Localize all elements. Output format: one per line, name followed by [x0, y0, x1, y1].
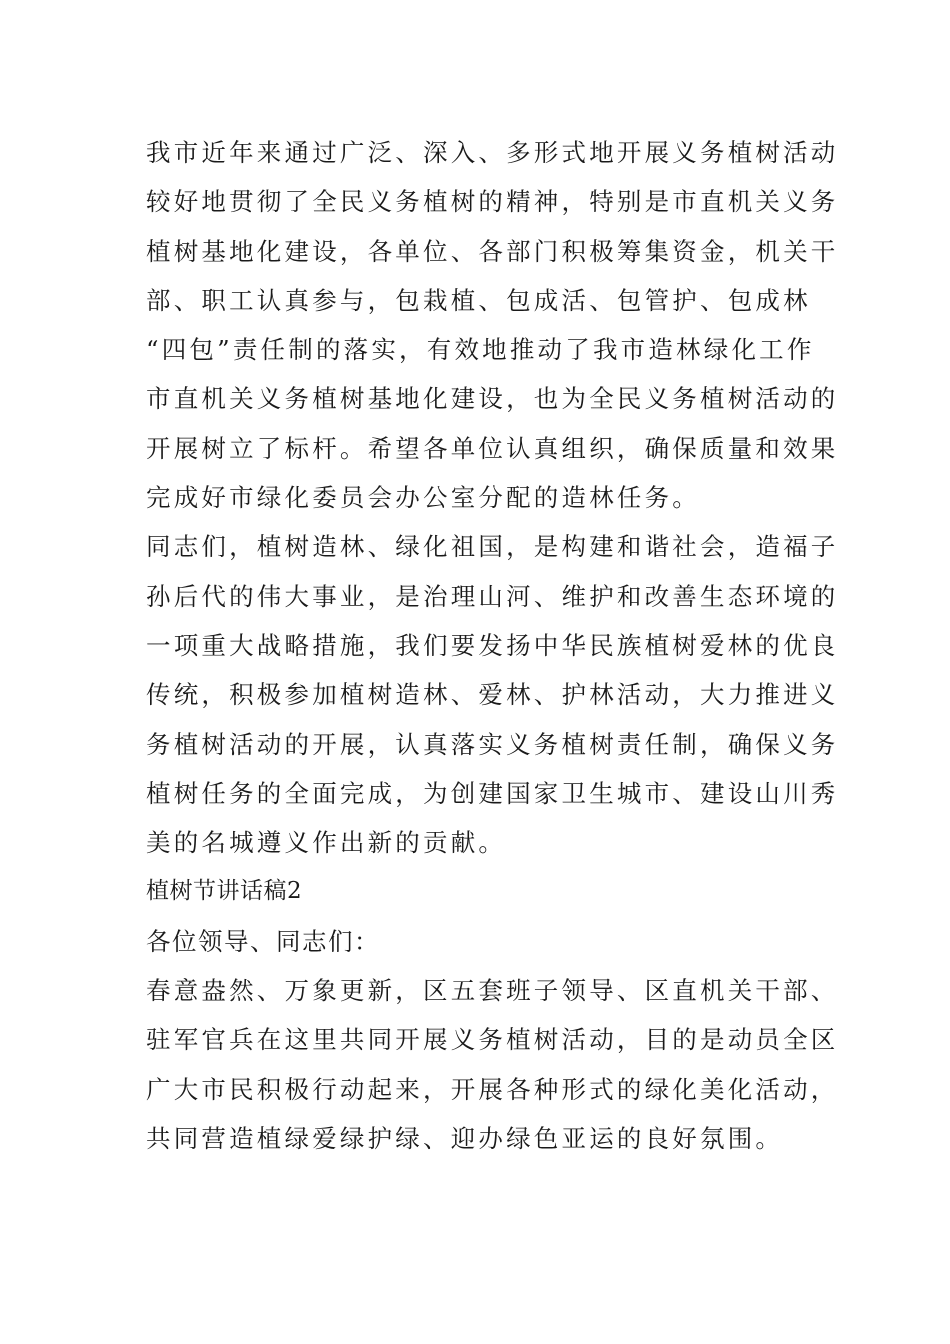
paragraph-line: 一项重大战略措施，我们要发扬中华民族植树爱林的优良 — [146, 630, 839, 660]
paragraph-line: 孙后代的伟大事业，是治理山河、维护和改善生态环境的 — [146, 581, 839, 611]
paragraph-line: 共同营造植绿爱绿护绿、迎办绿色亚运的良好氛围。 — [146, 1123, 784, 1153]
paragraph-2 — [146, 522, 839, 867]
paragraph-line: 植树任务的全面完成，为创建国家卫生城市、建设山川秀 — [146, 778, 839, 808]
paragraph-3 — [146, 966, 839, 1163]
paragraph-line: 开展树立了标杆。希望各单位认真组织，确保质量和效果 — [146, 433, 839, 463]
paragraph-line: 市直机关义务植树基地化建设，也为全民义务植树活动的 — [146, 384, 839, 414]
paragraph-line: 部、职工认真参与，包栽植、包成活、包管护、包成林 — [146, 285, 811, 315]
paragraph-line: 驻军官兵在这里共同开展义务植树活动，目的是动员全区 — [146, 1025, 839, 1055]
paragraph-line: 美的名城遵义作出新的贡献。 — [146, 828, 507, 858]
paragraph-line: 广大市民积极行动起来，开展各种形式的绿化美化活动， — [146, 1074, 839, 1104]
salutation: 各位领导、同志们： — [146, 926, 380, 956]
section-heading: 植树节讲话稿2 — [146, 878, 303, 905]
paragraph-line: 较好地贯彻了全民义务植树的精神，特别是市直机关义务 — [146, 187, 839, 217]
paragraph-line: “四包”责任制的落实，有效地推动了我市造林绿化工作 — [146, 335, 815, 365]
paragraph-1 — [146, 128, 839, 522]
paragraph-line: 传统，积极参加植树造林、爱林、护林活动，大力推进义 — [146, 680, 839, 710]
paragraph-line: 完成好市绿化委员会办公室分配的造林任务。 — [146, 483, 700, 513]
paragraph-line: 务植树活动的开展，认真落实义务植树责任制，确保义务 — [146, 729, 839, 759]
paragraph-line: 春意盎然、万象更新，区五套班子领导、区直机关干部、 — [146, 976, 839, 1006]
paragraph-line: 同志们，植树造林、绿化祖国，是构建和谐社会，造福子 — [146, 532, 839, 562]
paragraph-line: 植树基地化建设，各单位、各部门积极筹集资金，机关干 — [146, 236, 839, 266]
paragraph-line: 我市近年来通过广泛、深入、多形式地开展义务植树活动 — [146, 138, 839, 167]
document-body — [146, 128, 839, 1163]
